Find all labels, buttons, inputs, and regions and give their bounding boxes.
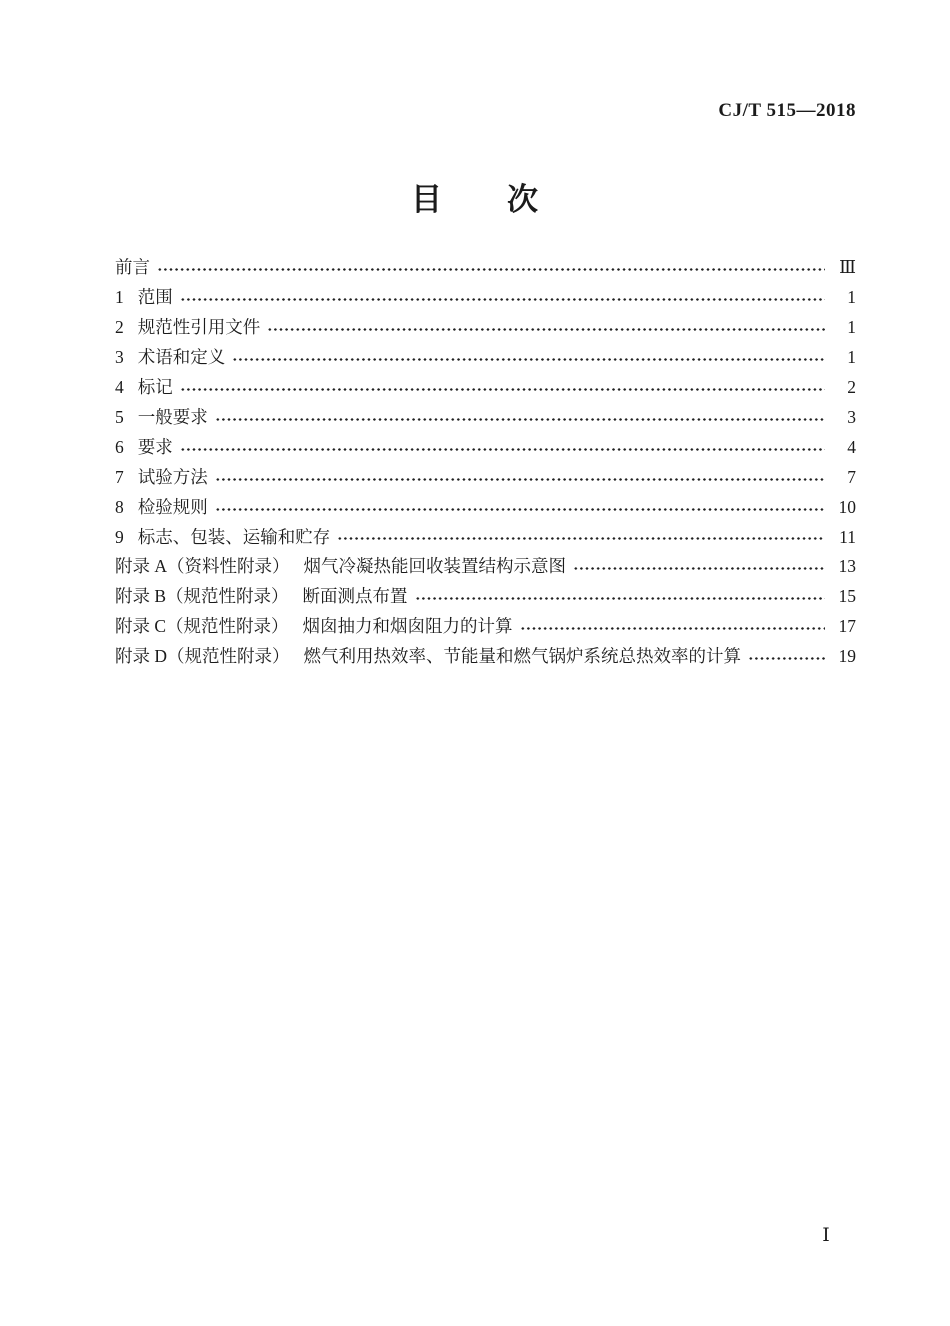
toc-entry-title: 检验规则 (137, 496, 208, 517)
toc-entry-page: 15 (838, 586, 856, 607)
toc-entry-page: 17 (838, 616, 856, 637)
toc-entry-title: 烟气冷凝热能回收装置结构示意图 (303, 556, 567, 577)
footer-page-number: Ⅰ (822, 1225, 830, 1246)
toc-row (115, 253, 856, 283)
toc-entry-page: 1 (847, 317, 856, 338)
dotted-leader (180, 380, 825, 398)
toc-entry-page: 13 (838, 556, 856, 577)
toc-entry-title: 规范性引用文件 (137, 317, 261, 338)
dotted-leader (157, 260, 825, 278)
page-title: 目 次 (411, 182, 539, 217)
toc-entry-page: 19 (838, 646, 856, 667)
table-of-contents (115, 253, 856, 672)
toc-entry-title: 断面测点布置 (302, 586, 408, 607)
dotted-leader (520, 619, 825, 637)
toc-entry-page: 2 (847, 376, 856, 397)
toc-row (115, 642, 856, 672)
toc-entry-label: 7 (115, 466, 124, 487)
toc-entry-title: 前言 (115, 257, 150, 278)
toc-entry-label: 附录 B（规范性附录） (115, 586, 289, 607)
toc-entry-label: 6 (115, 436, 124, 457)
dotted-leader (415, 589, 825, 607)
toc-row (115, 433, 856, 463)
dotted-leader (180, 290, 825, 308)
toc-entry-label: 2 (115, 317, 124, 338)
toc-entry-label: 附录 A（资料性附录） (115, 556, 290, 577)
toc-entry-page: Ⅲ (839, 257, 856, 278)
dotted-leader (748, 649, 825, 667)
dotted-leader (215, 470, 825, 488)
toc-row (115, 612, 856, 642)
toc-entry-label: 9 (115, 526, 124, 547)
dotted-leader (215, 410, 825, 428)
dotted-leader (215, 500, 825, 518)
toc-entry-page: 10 (838, 496, 856, 517)
toc-entry-title: 标志、包装、运输和贮存 (137, 526, 331, 547)
toc-row (115, 582, 856, 612)
toc-entry-page: 1 (847, 287, 856, 308)
toc-entry-label: 附录 D（规范性附录） (115, 646, 290, 667)
toc-row (115, 283, 856, 313)
toc-entry-label: 1 (115, 287, 124, 308)
toc-entry-label: 3 (115, 346, 124, 367)
toc-entry-title: 标记 (137, 376, 173, 397)
toc-entry-title: 要求 (137, 436, 173, 457)
toc-row (115, 462, 856, 492)
toc-entry-page: 7 (847, 466, 856, 487)
toc-entry-label: 4 (115, 376, 124, 397)
toc-row (115, 373, 856, 403)
toc-entry-page: 3 (847, 406, 856, 427)
toc-row (115, 552, 856, 582)
dotted-leader (180, 440, 825, 458)
toc-entry-page: 4 (847, 436, 856, 457)
toc-row (115, 343, 856, 373)
toc-entry-label: 5 (115, 406, 124, 427)
standard-code: CJ/T 515—2018 (718, 100, 856, 121)
toc-entry-page: 11 (839, 526, 856, 547)
dotted-leader (573, 559, 825, 577)
toc-entry-label: 8 (115, 496, 124, 517)
toc-entry-title: 范围 (137, 287, 173, 308)
toc-entry-title: 烟囱抽力和烟囱阻力的计算 (302, 616, 513, 637)
toc-row (115, 492, 856, 522)
toc-entry-title: 一般要求 (137, 406, 208, 427)
dotted-leader (337, 530, 825, 548)
toc-entry-title: 燃气利用热效率、节能量和燃气锅炉系统总热效率的计算 (303, 646, 742, 667)
toc-row (115, 522, 856, 552)
toc-entry-title: 试验方法 (137, 466, 208, 487)
toc-entry-page: 1 (847, 346, 856, 367)
toc-row (115, 403, 856, 433)
dotted-leader (232, 350, 825, 368)
toc-entry-title: 术语和定义 (137, 346, 226, 367)
toc-entry-label: 附录 C（规范性附录） (115, 616, 289, 637)
toc-row (115, 313, 856, 343)
dotted-leader (267, 320, 825, 338)
